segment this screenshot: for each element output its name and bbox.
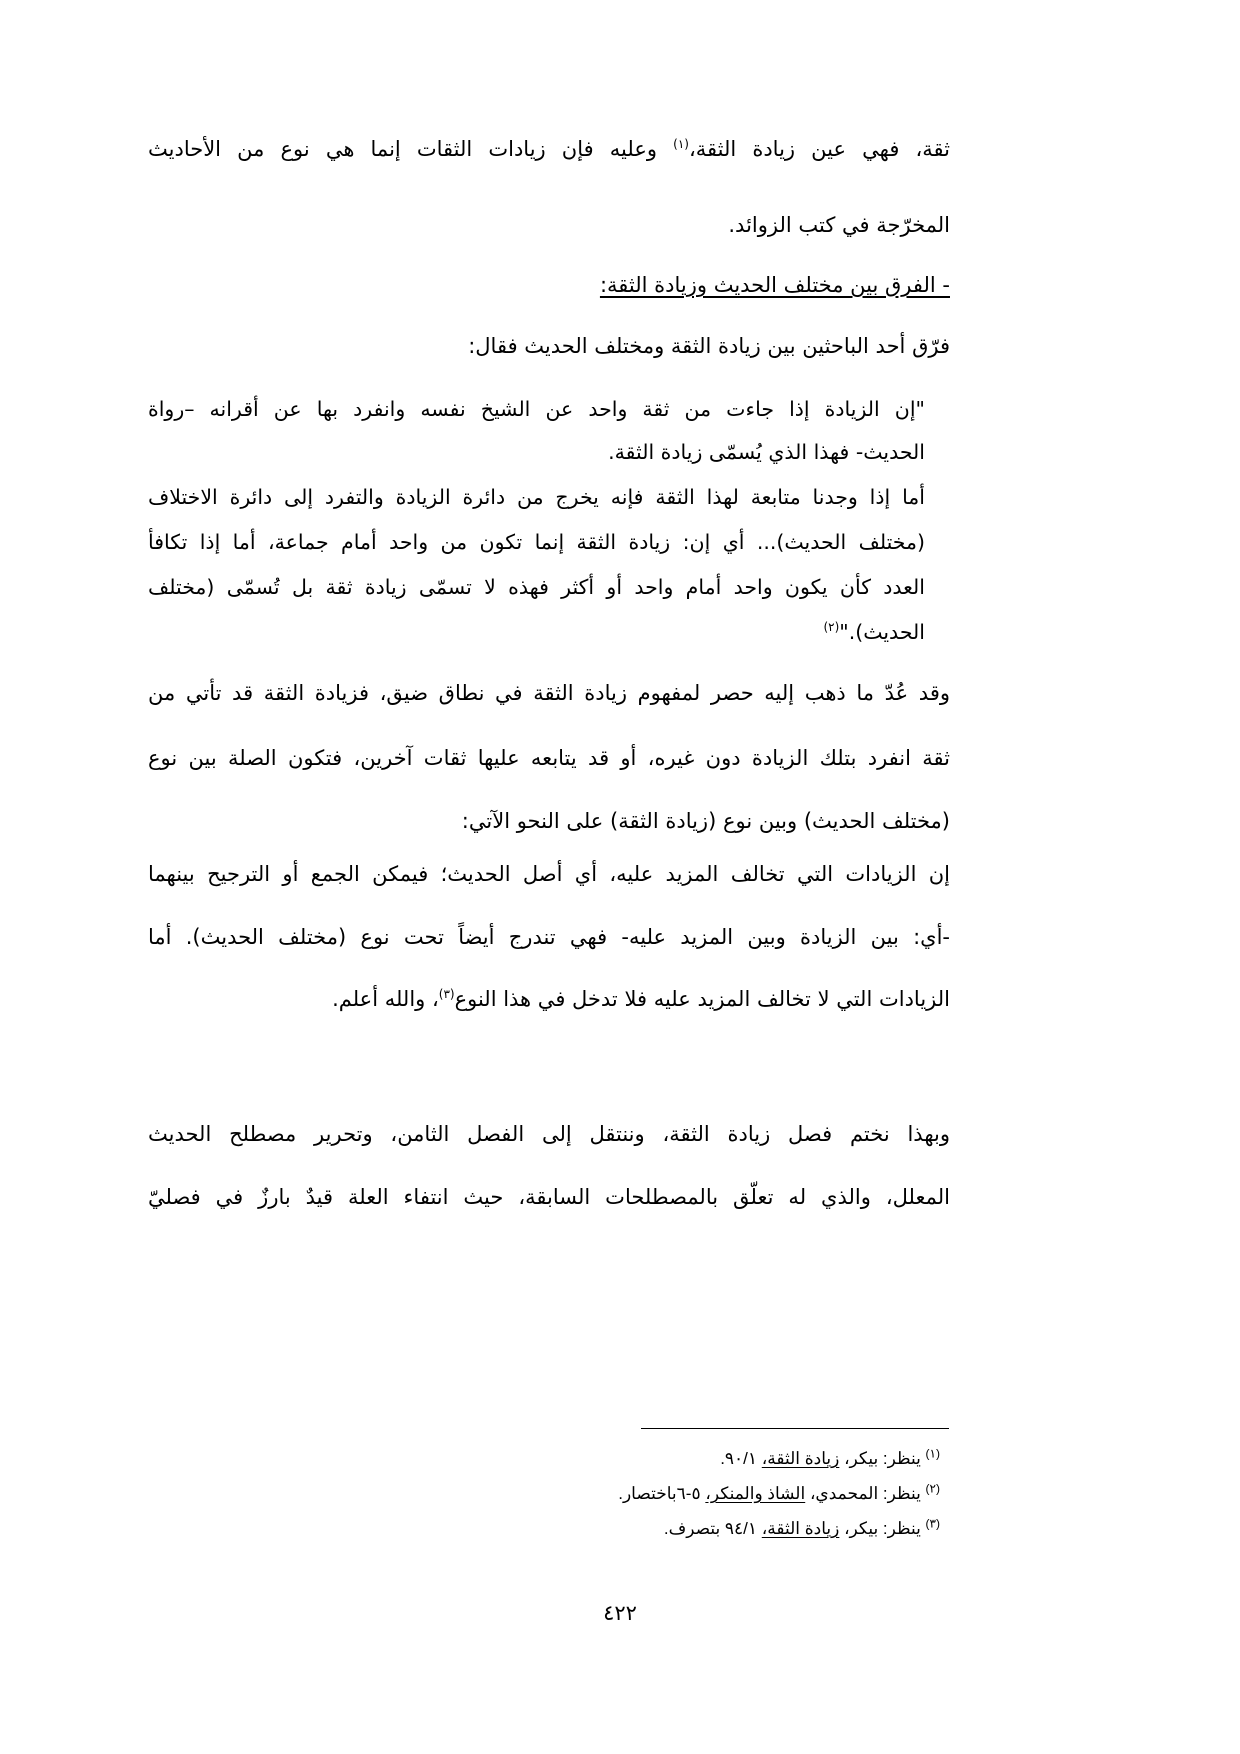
quote-line: "إن الزيادة إذا جاءت من ثقة واحد عن الشيخ نفسه وانفرد بها عن أقرانه –رواة [148,397,925,421]
body-line: وبهذا نختم فصل زيادة الثقة، وننتقل إلى الفصل الثامن، وتحرير مصطلح الحديث [148,1122,950,1146]
body-line: المخرّجة في كتب الزوائد. [728,213,950,237]
text-run: وعليه فإن زيادات الثقات إنما هي نوع من الأحاديث [148,137,674,161]
footnote-ref-1[interactable]: (١) [673,137,689,151]
body-line: فرّق أحد الباحثين بين زيادة الثقة ومختلف الحديث فقال: [468,334,950,358]
quote-line: الحديث- فهذا الذي يُسمّى زيادة الثقة. [608,440,925,464]
source-title: زيادة الثقة، [761,1449,840,1468]
source-title: زيادة الثقة، [761,1519,840,1538]
text-run: ، والله أعلم. [332,987,439,1011]
footnote-number: (١) [925,1446,940,1461]
body-line [332,982,950,1016]
footnote-3 [664,1516,940,1542]
text-run: ثقة، فهي عين زيادة الثقة، [688,137,951,161]
quote-line: أما إذا وجدنا متابعة لهذا الثقة فإنه يخرج من دائرة الزيادة والتفرد إلى دائرة الاختلاف [148,485,925,509]
footnote-2 [618,1481,940,1507]
page-number: ٤٢٢ [603,1601,637,1625]
text-run: ينظر: المحمدي، [805,1484,926,1503]
text-run: ينظر: بيكر، [839,1449,926,1468]
quote-line [823,615,925,649]
text-run: ٥-٦باختصار. [618,1484,706,1503]
footnote-1 [720,1446,940,1472]
text-run: ٩٤/١ بتصرف. [663,1519,762,1538]
body-line: إن الزيادات التي تخالف المزيد عليه، أي أصل الحديث؛ فيمكن الجمع أو الترجيح بينهما [148,862,950,886]
body-line [148,132,950,166]
body-line: (مختلف الحديث) وبين نوع (زيادة الثقة) على النحو الآتي: [461,809,950,833]
text-run: ٩٠/١. [720,1449,762,1468]
text-run: الحديث)." [839,620,925,644]
body-line: وقد عُدّ ما ذهب إليه حصر لمفهوم زيادة الثقة في نطاق ضيق، فزيادة الثقة قد تأتي من [148,681,950,705]
body-line: ثقة انفرد بتلك الزيادة دون غيره، أو قد يتابعه عليها ثقات آخرين، فتكون الصلة بين نوع [148,746,950,770]
footnote-ref-3[interactable]: (٣) [438,987,455,1001]
text-run: الزيادات التي لا تخالف المزيد عليه فلا تدخل في هذا النوع [454,987,950,1011]
footnote-number: (٣) [925,1516,940,1531]
quote-line: العدد كأن يكون واحد أمام واحد أو أكثر فهذه لا تسمّى زيادة ثقة بل تُسمّى (مختلف [148,575,925,599]
source-title: الشاذ والمنكر، [705,1484,806,1503]
footnote-number: (٢) [925,1481,940,1496]
text-run: ينظر: بيكر، [839,1519,926,1538]
quote-line: (مختلف الحديث)... أي إن: زيادة الثقة إنما تكون من واحد أمام جماعة، أما إذا تكافأ [148,530,925,554]
body-line: -أي: بين الزيادة وبين المزيد عليه- فهي تندرج أيضاً تحت نوع (مختلف الحديث). أما [148,925,950,949]
footnote-separator [641,1428,949,1429]
section-heading: - الفرق بين مختلف الحديث وزيادة الثقة: [599,273,950,297]
footnote-ref-2[interactable]: (٢) [823,620,840,635]
body-line: المعلل، والذي له تعلّق بالمصطلحات السابقة، حيث انتفاء العلة قيدٌ بارزٌ في فصليّ [148,1185,950,1209]
